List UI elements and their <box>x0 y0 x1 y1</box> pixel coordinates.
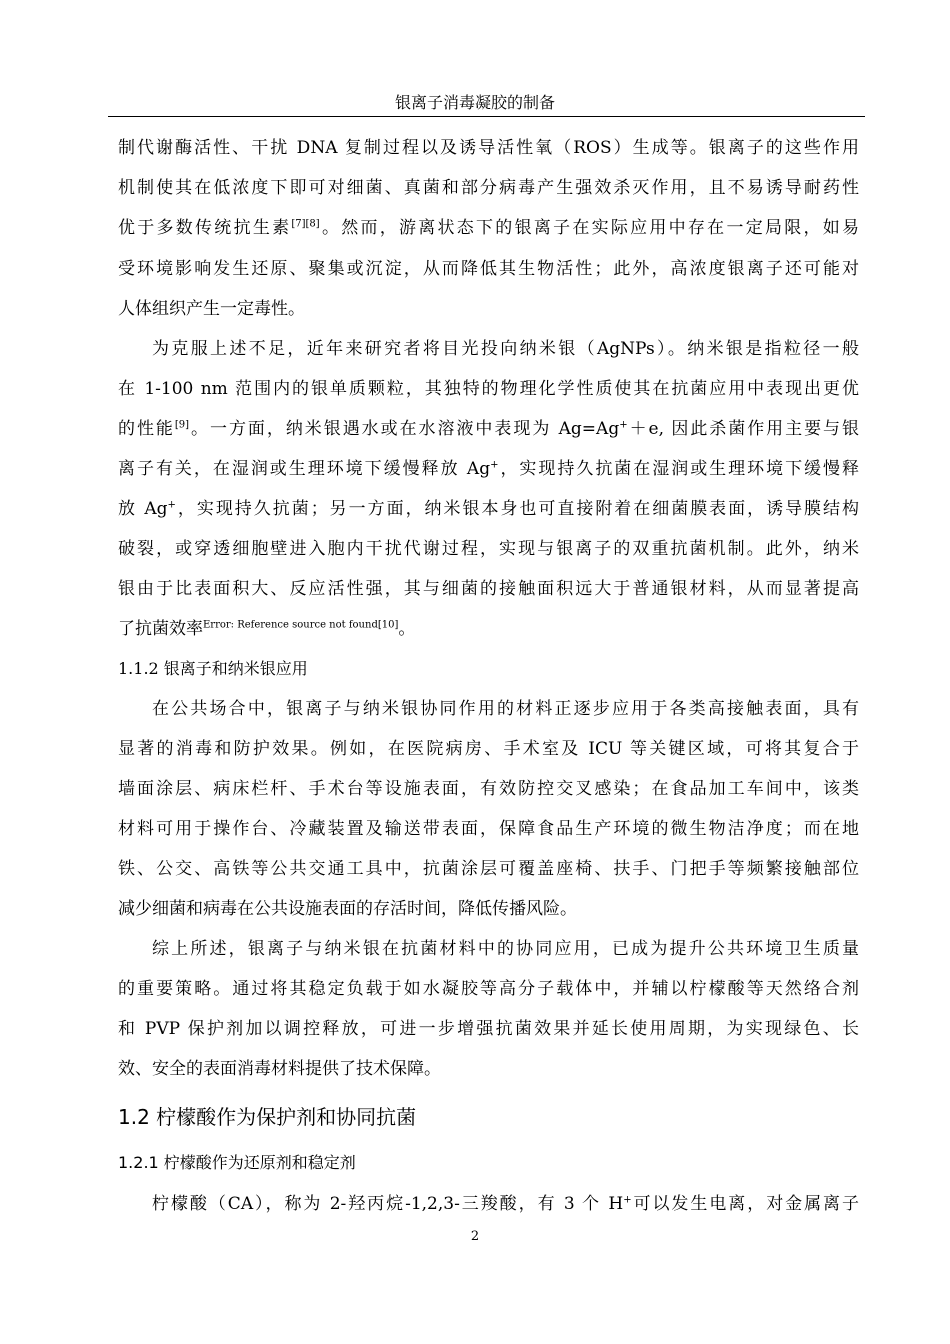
p2-line-3-text-b: 。一方面，纳米银遇水或在水溶液中表现为 Ag=Ag <box>189 419 620 439</box>
p2-line-5-text-a: 放 Ag <box>118 499 168 519</box>
p1-line-1: 制代谢酶活性、干扰 DNA 复制过程以及诱导活性氧（ROS）生成等。银离子的这些作用 <box>118 138 859 158</box>
p4-line-2: 的重要策略。通过将其稳定负载于如水凝胶等高分子载体中，并辅以柠檬酸等天然络合剂 <box>118 979 859 999</box>
section-heading-1-1-2: 1.1.2 银离子和纳米银应用 <box>118 659 308 678</box>
p2-line-3-text-c: ＋e, 因此杀菌作用主要与银 <box>627 419 860 439</box>
p2-line-2: 在 1-100 nm 范围内的银单质颗粒，其独特的物理化学性质使其在抗菌应用中表现出更优 <box>118 379 859 399</box>
p2-line-5 <box>118 497 859 521</box>
p1-line-4: 受环境影响发生还原、聚集或沉淀，从而降低其生物活性；此外，高浓度银离子还可能对 <box>118 259 859 279</box>
p1-line-3-text-b: 。然而，游离状态下的银离子在实际应用中存在一定局限，如易 <box>319 218 860 238</box>
p2-line-4 <box>118 457 859 481</box>
p2-line-4-text-b: ，实现持久抗菌在湿润或生理环境下缓慢释 <box>498 459 860 479</box>
p2-line-3-text-a: 的性能 <box>118 419 175 439</box>
p2-line-4-text-a: 离子有关，在湿润或生理环境下缓慢释放 Ag <box>118 459 491 479</box>
superscript-plus: + <box>490 459 499 471</box>
citation-9: [9] <box>174 419 190 431</box>
superscript-plus: + <box>623 1194 632 1206</box>
p1-line-5: 人体组织产生一定毒性。 <box>118 299 305 319</box>
broken-reference-note: Error: Reference source not found[10] <box>203 619 399 631</box>
p3-line-2: 显著的消毒和防护效果。例如，在医院病房、手术室及 ICU 等关键区域，可将其复合于 <box>118 739 859 759</box>
running-header: 银离子消毒凝胶的制备 <box>394 93 555 112</box>
header-rule <box>108 116 865 117</box>
p3-line-6: 减少细菌和病毒在公共设施表面的存活时间，降低传播风险。 <box>118 899 577 919</box>
p4-line-4: 效、安全的表面消毒材料提供了技术保障。 <box>118 1059 441 1079</box>
citation-7-8: [7][8] <box>291 218 320 230</box>
p1-line-2: 机制使其在低浓度下即可对细菌、真菌和部分病毒产生强效杀灭作用，且不易诱导耐药性 <box>118 178 859 198</box>
p5-line-1-text-b: 可以发生电离，对金属离子 <box>631 1194 859 1214</box>
p3-line-1: 在公共场合中，银离子与纳米银协同作用的材料正逐步应用于各类高接触表面，具有 <box>152 699 859 719</box>
superscript-plus: + <box>167 499 176 511</box>
p4-line-3: 和 PVP 保护剂加以调控释放，可进一步增强抗菌效果并延长使用周期，为实现绿色、长 <box>118 1019 859 1039</box>
p2-line-5-text-b: ，实现持久抗菌；另一方面，纳米银本身也可直接附着在细菌膜表面，诱导膜结构 <box>175 499 859 519</box>
section-heading-1-2-1: 1.2.1 柠檬酸作为还原剂和稳定剂 <box>118 1153 356 1172</box>
section-heading-1-2: 1.2 柠檬酸作为保护剂和协同抗菌 <box>118 1105 417 1129</box>
p2-line-1: 为克服上述不足，近年来研究者将目光投向纳米银（AgNPs）。纳米银是指粒径一般 <box>152 339 859 359</box>
p5-line-1 <box>152 1192 859 1216</box>
p2-line-8 <box>118 617 415 641</box>
p2-line-7: 银由于比表面积大、反应活性强，其与细菌的接触面积远大于普通银材料，从而显著提高 <box>118 579 859 599</box>
p5-line-1-text-a: 柠檬酸（CA），称为 2-羟丙烷-1,2,3-三羧酸，有 3 个 H <box>152 1194 624 1214</box>
p3-line-4: 材料可用于操作台、冷藏装置及输送带表面，保障食品生产环境的微生物洁净度；而在地 <box>118 819 859 839</box>
p3-line-5: 铁、公交、高铁等公共交通工具中，抗菌涂层可覆盖座椅、扶手、门把手等频繁接触部位 <box>118 859 859 879</box>
p2-line-8-text-b: 。 <box>398 619 416 639</box>
p2-line-3 <box>118 417 859 441</box>
superscript-plus: + <box>619 419 628 431</box>
p2-line-6: 破裂，或穿透细胞壁进入胞内干扰代谢过程，实现与银离子的双重抗菌机制。此外，纳米 <box>118 539 859 559</box>
p1-line-3 <box>118 216 859 240</box>
page-number: 2 <box>470 1229 480 1244</box>
p1-line-3-text-a: 优于多数传统抗生素 <box>118 218 292 238</box>
p2-line-8-text-a: 了抗菌效率 <box>118 619 203 639</box>
p3-line-3: 墙面涂层、病床栏杆、手术台等设施表面，有效防控交叉感染；在食品加工车间中，该类 <box>118 779 859 799</box>
p4-line-1: 综上所述，银离子与纳米银在抗菌材料中的协同应用，已成为提升公共环境卫生质量 <box>152 939 859 959</box>
